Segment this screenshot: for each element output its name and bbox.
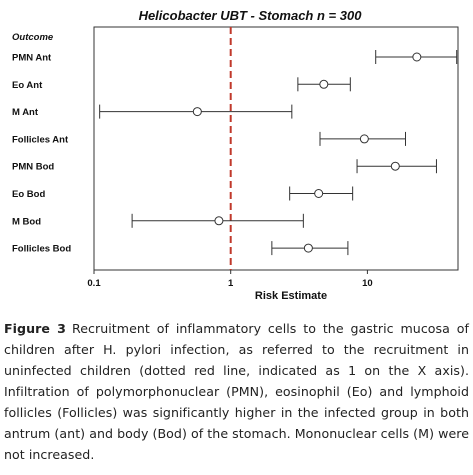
caption-label: Figure 3 — [4, 321, 66, 336]
row-header: Outcome — [12, 32, 54, 43]
x-tick-label: 0.1 — [87, 278, 101, 289]
row-label: M Bod — [12, 216, 42, 228]
estimate-marker — [193, 108, 201, 116]
estimate-marker — [304, 244, 312, 252]
row-label: Eo Bod — [12, 189, 46, 200]
plot-frame — [94, 27, 458, 270]
estimate-marker — [320, 80, 328, 88]
x-tick-label: 10 — [362, 278, 373, 289]
figure-caption — [4, 318, 469, 465]
row-label: Eo Ant — [12, 79, 43, 91]
x-axis-label: Risk Estimate — [254, 290, 328, 302]
row-label: Follicles Bod — [12, 243, 72, 255]
estimate-marker — [413, 53, 421, 61]
caption-text: Recruitment of inflammatory cells to the gastric mucosa of children after H. pylori infection, as referred to the recruitment in uninfected children (dotted red line, indicated as 1 on the X axis). Infiltration of polymorphonuclear (PMN), eosinophil (Eo) and lymphoid follicles (Follicles) was significantly higher in the infected group in both antrum (ant) and body (Bod) of the stomach. Mononuclear cells (M) were not increased. — [4, 321, 469, 462]
row-label: M Ant — [12, 107, 39, 119]
chart-title: Helicobacter UBT - Stomach n = 300 — [138, 8, 362, 23]
estimate-marker — [315, 190, 323, 198]
row-label: PMN Bod — [12, 161, 55, 173]
row-label: Follicles Ant — [12, 134, 69, 146]
x-tick-label: 1 — [228, 278, 234, 289]
row-label: PMN Ant — [12, 52, 52, 64]
estimate-marker — [391, 162, 399, 170]
estimate-marker — [360, 135, 368, 143]
estimate-marker — [215, 217, 223, 225]
